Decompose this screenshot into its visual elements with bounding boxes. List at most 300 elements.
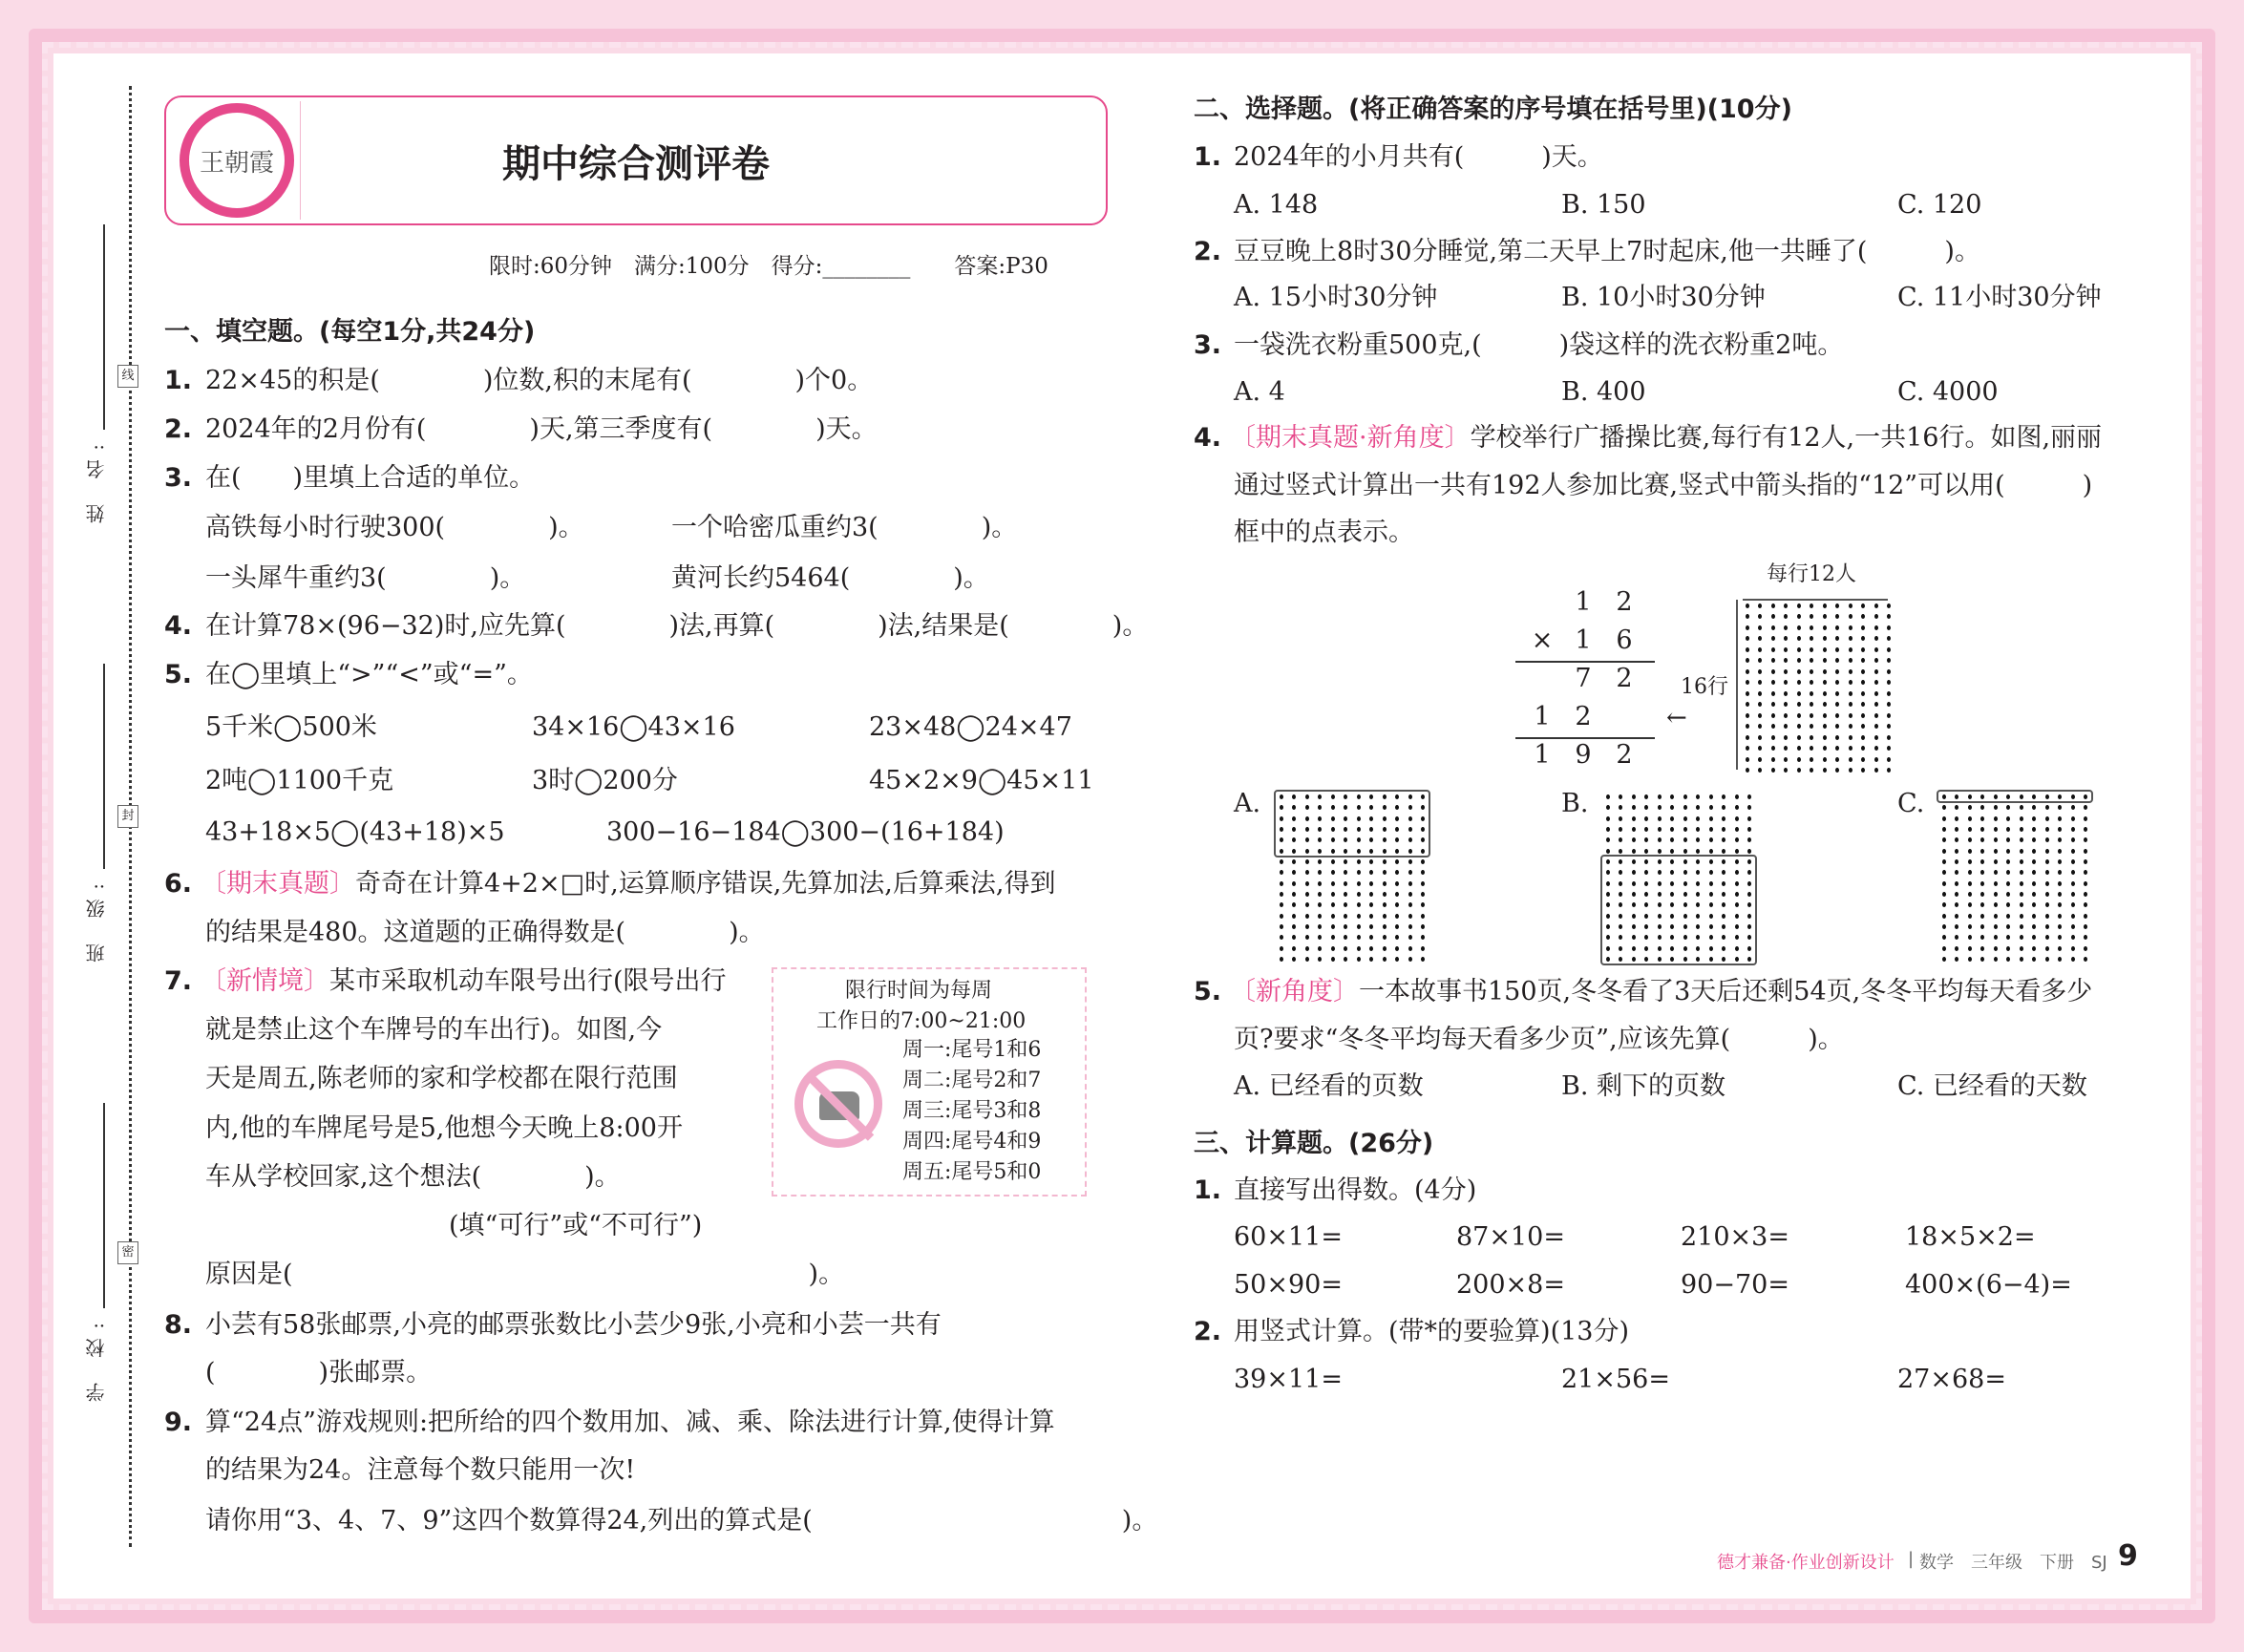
main-grid-dot: [1797, 768, 1801, 773]
grid-c-dot: [2058, 914, 2062, 919]
s1-q3: 在( )里填上合适的单位。: [205, 463, 536, 493]
grid-a-dot: [1408, 935, 1412, 940]
grid-a-dot: [1280, 957, 1283, 962]
grid-b-dot: [1658, 827, 1662, 832]
main-grid-dot: [1823, 746, 1827, 751]
grid-b-dot: [1709, 849, 1713, 854]
limit-line: 工作日的7:00~21:00: [816, 1009, 1027, 1033]
grid-c-dot: [2045, 859, 2049, 864]
calc-digit: 1: [1575, 625, 1592, 655]
calc-digit: 2: [1575, 702, 1592, 731]
grid-c-dot: [2020, 837, 2023, 842]
main-grid-dot: [1849, 702, 1852, 707]
main-grid-dot: [1835, 713, 1839, 718]
grid-c-dot: [2071, 849, 2075, 854]
grid-c-dot: [2045, 849, 2049, 854]
main-grid-dot: [1746, 669, 1749, 674]
grid-c-dot: [2020, 914, 2023, 919]
grid-a-dot: [1408, 892, 1412, 897]
compare-item: 23×48◯24×47: [869, 712, 1072, 742]
main-grid-dot: [1849, 647, 1852, 652]
calc-item: 18×5×2=: [1905, 1222, 2036, 1252]
main-grid-dot: [1887, 625, 1891, 630]
grid-b-dot: [1658, 816, 1662, 821]
question-text: 某市采取机动车限号出行(限号出行: [329, 966, 727, 996]
grid-c-dot: [1994, 827, 1998, 832]
grid-c-dot: [2071, 837, 2075, 842]
q-number: 7.: [164, 966, 193, 996]
grid-c-dot: [2020, 935, 2023, 940]
grid-c-dot: [2032, 816, 2036, 821]
grid-c-dot: [1994, 946, 1998, 951]
grid-a-dot: [1357, 935, 1361, 940]
calc-digit: 1: [1575, 587, 1592, 617]
main-grid-dot: [1874, 746, 1878, 751]
grid-a-dot: [1305, 914, 1309, 919]
grid-a-dot: [1357, 859, 1361, 864]
grid-c-dot: [2045, 924, 2049, 929]
main-grid-dot: [1835, 735, 1839, 740]
grid-a-dot: [1280, 859, 1283, 864]
page-number: 9: [2118, 1539, 2138, 1573]
calc-digit: 2: [1616, 587, 1633, 617]
main-grid-dot: [1746, 691, 1749, 696]
main-grid-dot: [1823, 724, 1827, 729]
grid-a-dot: [1357, 870, 1361, 875]
main-grid-dot: [1797, 746, 1801, 751]
main-grid-dot: [1797, 713, 1801, 718]
grid-a-dot: [1305, 946, 1309, 951]
grid-c-dot: [2045, 870, 2049, 875]
main-grid-dot: [1835, 757, 1839, 762]
grid-b-dot: [1735, 849, 1739, 854]
grid-b-dot: [1696, 816, 1700, 821]
grid-c-dot: [2084, 881, 2087, 886]
grid-a-dot: [1383, 914, 1387, 919]
grid-b-dot: [1683, 794, 1687, 799]
grid-a-dot: [1357, 957, 1361, 962]
grid-a-dot: [1421, 957, 1425, 962]
main-grid-dot: [1771, 647, 1775, 652]
binding-mark: 密: [117, 1241, 138, 1264]
grid-c-dot: [1942, 881, 1946, 886]
main-grid-dot: [1746, 647, 1749, 652]
grid-b-dot: [1722, 849, 1725, 854]
question-tag: 〔期末真题〕: [201, 869, 355, 899]
calc-digit: 2: [1616, 664, 1633, 693]
grid-a-dot: [1357, 914, 1361, 919]
compare-item: 300−16−184◯300−(16+184): [606, 817, 1005, 847]
main-grid-dot: [1887, 647, 1891, 652]
class-line: [103, 664, 105, 869]
question-tag: 〔新角度〕: [1230, 977, 1359, 1006]
grid-b-dot: [1658, 794, 1662, 799]
grid-a-dot: [1331, 924, 1335, 929]
compare-item: 45×2×9◯45×11: [869, 766, 1094, 795]
main-grid-dot: [1823, 604, 1827, 608]
grid-a-dot: [1331, 892, 1335, 897]
name-line: [103, 224, 105, 430]
calc-digit: 9: [1575, 740, 1592, 770]
q-number: 2.: [1194, 237, 1222, 266]
main-grid-dot: [1823, 658, 1827, 663]
binding-mark: 线: [117, 365, 138, 388]
grid-b-dot: [1735, 837, 1739, 842]
main-grid-dot: [1797, 735, 1801, 740]
grid-a-dot: [1421, 924, 1425, 929]
s1-q8: 小芸有58张邮票,小亮的邮票张数比小芸少9张,小亮和小芸一共有: [205, 1310, 942, 1340]
grid-c-dot: [2020, 957, 2023, 962]
main-grid-dot: [1810, 735, 1813, 740]
main-grid-dot: [1771, 724, 1775, 729]
grid-b-dot: [1606, 816, 1610, 821]
grid-a-dot: [1421, 859, 1425, 864]
grid-c-dot: [1994, 816, 1998, 821]
grid-c-dot: [2032, 849, 2036, 854]
main-grid-dot: [1797, 724, 1801, 729]
school-line: [103, 1103, 105, 1308]
grid-c-dot: [2071, 816, 2075, 821]
main-grid-dot: [1861, 647, 1865, 652]
grid-c-dot: [1942, 892, 1946, 897]
calc-digit: 2: [1616, 740, 1633, 770]
question-text: 一本故事书150页,冬冬看了3天后还剩54页,冬冬平均每天看多少: [1359, 977, 2093, 1006]
main-grid-dot: [1823, 647, 1827, 652]
q-number: 2.: [164, 414, 193, 444]
limit-day: 周二:尾号2和7: [902, 1069, 1042, 1092]
main-grid-dot: [1746, 768, 1749, 773]
grid-b-dot: [1683, 849, 1687, 854]
grid-c-dot: [2045, 914, 2049, 919]
grid-a-dot: [1383, 957, 1387, 962]
main-grid-dot: [1849, 768, 1852, 773]
calc-item: 90−70=: [1681, 1270, 1789, 1300]
s1-q7-cont: 车从学校回家,这个想法( )。: [205, 1162, 621, 1192]
question-tag: 〔期末真题·新角度〕: [1230, 423, 1471, 453]
grid-c-dot: [1968, 849, 1972, 854]
s2-q4-cont: 框中的点表示。: [1234, 518, 1414, 547]
s1-q2: 2024年的2月份有( )天,第三季度有( )天。: [205, 414, 878, 444]
main-grid-dot: [1746, 735, 1749, 740]
s1-q6: [201, 868, 1055, 900]
q-number: 8.: [164, 1310, 193, 1340]
grid-c-dot: [2071, 902, 2075, 907]
s1-q7-reason: 原因是( )。: [205, 1260, 845, 1289]
option: A. 已经看的页数: [1234, 1071, 1424, 1101]
grid-c-dot: [1942, 849, 1946, 854]
grid-a-dot: [1305, 892, 1309, 897]
grid-a-dot: [1357, 892, 1361, 897]
calc-line: [1515, 661, 1655, 663]
grid-c-dot: [2071, 914, 2075, 919]
grid-b-dot: [1658, 849, 1662, 854]
school-label: 学 校:: [85, 1313, 108, 1403]
calc-digit: 1: [1534, 702, 1551, 731]
grid-a-dot: [1408, 957, 1412, 962]
grid-c-dot: [2020, 946, 2023, 951]
s1-q4: 在计算78×(96−32)时,应先算( )法,再算( )法,结果是( )。: [205, 611, 1149, 641]
grid-a-dot: [1305, 881, 1309, 886]
section-1-heading: 一、填空题。(每空1分,共24分): [164, 317, 536, 347]
option: B. 剩下的页数: [1561, 1071, 1726, 1101]
class-label: 班 级:: [85, 874, 108, 964]
limit-day: 周四:尾号4和9: [902, 1130, 1042, 1154]
calc-item: 87×10=: [1456, 1222, 1565, 1252]
grid-a-dot: [1369, 881, 1373, 886]
grid-b-dot: [1747, 827, 1751, 832]
s1-q3-item: 一头犀牛重约3( )。: [205, 563, 526, 593]
grid-c-dot: [1968, 946, 1972, 951]
s1-q3-item: 高铁每小时行驶300( )。: [205, 513, 584, 542]
main-grid-dot: [1823, 735, 1827, 740]
grid-a-dot: [1357, 946, 1361, 951]
grid-a-dot: [1383, 859, 1387, 864]
grid-c-frame: [1937, 790, 2093, 803]
main-grid-dot: [1874, 757, 1878, 762]
q-number: 5.: [1194, 977, 1222, 1006]
grid-a-dot: [1331, 859, 1335, 864]
grid-c-dot: [2032, 881, 2036, 886]
main-grid-dot: [1746, 604, 1749, 608]
grid-c-dot: [2045, 902, 2049, 907]
calc-digit: 7: [1575, 664, 1592, 693]
option-label: A.: [1234, 789, 1261, 818]
rows-label: 16行: [1681, 675, 1728, 699]
grid-b-dot: [1747, 816, 1751, 821]
grid-a-dot: [1280, 924, 1283, 929]
grid-b-dot: [1632, 827, 1636, 832]
grid-a-dot: [1408, 924, 1412, 929]
main-grid-dot: [1835, 669, 1839, 674]
grid-c-dot: [2045, 837, 2049, 842]
calc-item: 39×11=: [1234, 1365, 1343, 1394]
q-number: 1.: [1194, 142, 1222, 172]
main-grid-dot: [1746, 713, 1749, 718]
per-row-label: 每行12人: [1767, 562, 1856, 586]
main-grid-dot: [1771, 625, 1775, 630]
compare-item: 3时◯200分: [532, 766, 678, 795]
main-grid-dot: [1771, 757, 1775, 762]
s1-q7-cont: 内,他的车牌尾号是5,他想今天晚上8:00开: [205, 1113, 683, 1143]
no-car-icon: [794, 1060, 882, 1148]
logo-text: 王朝霞: [199, 148, 274, 178]
s2-q2: 豆豆晚上8时30分睡觉,第二天早上7时起床,他一共睡了( )。: [1234, 237, 1980, 266]
main-grid-dot: [1849, 735, 1852, 740]
grid-c-dot: [2045, 881, 2049, 886]
grid-c-dot: [2084, 816, 2087, 821]
grid-b-dot: [1606, 794, 1610, 799]
main-grid-dot: [1887, 735, 1891, 740]
calc-digit: 6: [1616, 625, 1633, 655]
grid-a-dot: [1369, 914, 1373, 919]
option: A. 4: [1234, 377, 1285, 407]
grid-c-dot: [2020, 827, 2023, 832]
grid-a-dot: [1383, 924, 1387, 929]
main-grid-dot: [1797, 757, 1801, 762]
main-grid-dot: [1874, 713, 1878, 718]
grid-a-dot: [1383, 870, 1387, 875]
main-grid-dot: [1771, 746, 1775, 751]
main-grid-dot: [1887, 713, 1891, 718]
grid-c-dot: [2071, 881, 2075, 886]
grid-c-dot: [2045, 892, 2049, 897]
main-grid-dot: [1874, 735, 1878, 740]
calc-item: 210×3=: [1681, 1222, 1789, 1252]
grid-b-dot: [1709, 827, 1713, 832]
footer-sep: |: [1908, 1549, 1915, 1569]
s3-q2: 用竖式计算。(带*的要验算)(13分): [1234, 1317, 1629, 1346]
grid-c-dot: [1994, 859, 1998, 864]
grid-a-dot: [1395, 914, 1399, 919]
grid-b-dot: [1683, 805, 1687, 810]
s1-q9-cont: 请你用“3、4、7、9”这四个数算得24,列出的算式是( )。: [205, 1506, 1158, 1536]
main-grid-dot: [1823, 669, 1827, 674]
s2-q5: [1230, 976, 2092, 1008]
grid-a-dot: [1408, 946, 1412, 951]
arrow-icon: ←: [1666, 704, 1687, 732]
grid-a-dot: [1383, 935, 1387, 940]
main-grid-dot: [1771, 713, 1775, 718]
grid-c-dot: [2045, 946, 2049, 951]
traffic-limit-box: [772, 967, 1087, 1197]
grid-a-dot: [1331, 957, 1335, 962]
grid-a-dot: [1383, 881, 1387, 886]
option: C. 120: [1897, 190, 1982, 220]
grid-b-dot: [1735, 827, 1739, 832]
option: A. 148: [1234, 190, 1319, 220]
grid-c-dot: [1942, 816, 1946, 821]
main-grid-dot: [1797, 669, 1801, 674]
grid-a-dot: [1357, 881, 1361, 886]
main-grid-dot: [1849, 713, 1852, 718]
grid-c-dot: [2084, 849, 2087, 854]
main-grid-dot: [1771, 735, 1775, 740]
question-text: 奇奇在计算4+2×□时,运算顺序错误,先算加法,后算乘法,得到: [355, 869, 1056, 899]
grid-c-dot: [1994, 892, 1998, 897]
grid-c-dot: [2084, 957, 2087, 962]
main-grid-dot: [1849, 691, 1852, 696]
grid-a-dot: [1408, 902, 1412, 907]
q-number: 3.: [164, 463, 193, 493]
calc-item: 21×56=: [1561, 1365, 1670, 1394]
grid-a-dot: [1305, 957, 1309, 962]
grid-c-dot: [2020, 881, 2023, 886]
grid-c-dot: [1942, 914, 1946, 919]
main-grid-dot: [1874, 702, 1878, 707]
grid-c-dot: [2084, 827, 2087, 832]
grid-a-dot: [1395, 881, 1399, 886]
option-label: C.: [1897, 789, 1925, 818]
question-tag: 〔新情境〕: [201, 966, 329, 996]
main-grid-dot: [1746, 757, 1749, 762]
q-number: 1.: [1194, 1175, 1222, 1205]
grid-b-dot: [1632, 794, 1636, 799]
main-grid-dot: [1874, 724, 1878, 729]
s1-q3-item: 一个哈密瓜重约3( )。: [671, 513, 1018, 542]
limit-day: 周五:尾号5和0: [902, 1160, 1042, 1184]
grid-b-dot: [1747, 794, 1751, 799]
grid-b-dot: [1683, 837, 1687, 842]
grid-a-dot: [1395, 946, 1399, 951]
footer-info: 数学 三年级 下册 SJ: [1919, 1553, 2107, 1573]
compare-item: 2吨◯1100千克: [205, 766, 394, 795]
grid-c-dot: [2020, 924, 2023, 929]
option: B. 400: [1561, 377, 1646, 407]
main-grid-dot: [1849, 746, 1852, 751]
grid-b-dot: [1735, 816, 1739, 821]
grid-c-dot: [2020, 849, 2023, 854]
s1-q1: 22×45的积是( )位数,积的末尾有( )个0。: [205, 366, 874, 395]
grid-c-dot: [1994, 957, 1998, 962]
s1-q9-cont: 的结果为24。注意每个数只能用一次!: [205, 1455, 636, 1485]
grid-c-dot: [1942, 924, 1946, 929]
compare-item: 43+18×5◯(43+18)×5: [205, 817, 505, 847]
grid-c-dot: [2084, 924, 2087, 929]
calc-item: 200×8=: [1456, 1270, 1565, 1300]
grid-b-dot: [1722, 816, 1725, 821]
grid-c-dot: [1994, 914, 1998, 919]
option: A. 15小时30分钟: [1234, 283, 1438, 312]
main-grid-dot: [1771, 604, 1775, 608]
grid-c-dot: [1942, 859, 1946, 864]
grid-a-dot: [1383, 902, 1387, 907]
grid-c-dot: [2020, 859, 2023, 864]
main-grid-dot: [1849, 604, 1852, 608]
title-banner: [164, 95, 1108, 225]
grid-c-dot: [2071, 827, 2075, 832]
grid-c-dot: [1968, 914, 1972, 919]
grid-c-dot: [1968, 881, 1972, 886]
q-number: 1.: [164, 366, 193, 395]
grid-c-dot: [1968, 892, 1972, 897]
main-grid-dot: [1849, 658, 1852, 663]
grid-c-dot: [2071, 859, 2075, 864]
grid-a-dot: [1331, 914, 1335, 919]
grid-c-dot: [2045, 827, 2049, 832]
calc-item: 27×68=: [1897, 1365, 2006, 1394]
grid-c-dot: [2084, 946, 2087, 951]
grid-c-dot: [2045, 805, 2049, 810]
grid-c-dot: [2020, 816, 2023, 821]
q-number: 4.: [1194, 423, 1222, 453]
s1-q7-hint: (填“可行”或“不可行”): [449, 1211, 703, 1240]
grid-b-dot: [1606, 849, 1610, 854]
s3-q1: 直接写出得数。(4分): [1234, 1175, 1477, 1205]
compare-item: 5千米◯500米: [205, 712, 377, 742]
main-grid-dot: [1797, 625, 1801, 630]
main-grid-dot: [1874, 680, 1878, 685]
main-grid-dot: [1823, 691, 1827, 696]
calc-digit: 1: [1534, 740, 1551, 770]
grid-c-dot: [1942, 946, 1946, 951]
main-grid-dot: [1849, 636, 1852, 641]
main-grid-dot: [1823, 702, 1827, 707]
grid-c-dot: [2071, 946, 2075, 951]
main-grid-dot: [1887, 691, 1891, 696]
limit-day: 周一:尾号1和6: [902, 1038, 1042, 1062]
q-number: 5.: [164, 660, 193, 689]
s2-q4: [1230, 422, 2102, 455]
main-grid-dot: [1861, 757, 1865, 762]
grid-a-dot: [1421, 914, 1425, 919]
grid-c-dot: [2084, 914, 2087, 919]
section-2-heading: 二、选择题。(将正确答案的序号填在括号里)(10分): [1194, 95, 1792, 124]
grid-b-dot: [1709, 805, 1713, 810]
grid-c-dot: [1968, 957, 1972, 962]
grid-b-dot: [1735, 805, 1739, 810]
q-number: 3.: [1194, 330, 1222, 360]
main-grid-dot: [1887, 757, 1891, 762]
